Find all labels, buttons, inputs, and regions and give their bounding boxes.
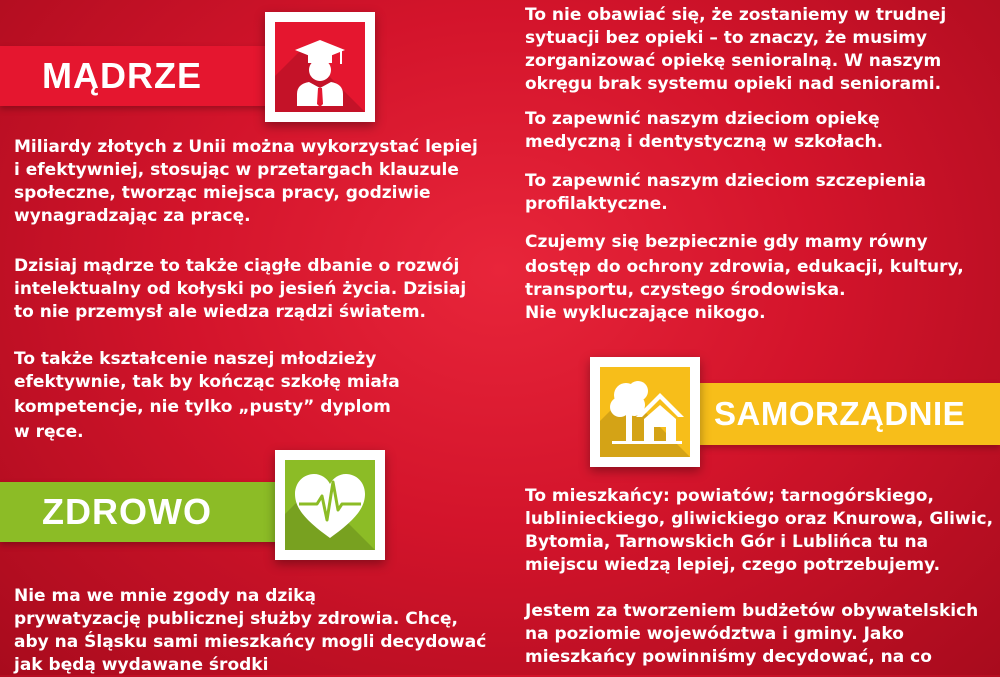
bezpiecznie-line: Czujemy się bezpiecznie gdy mamy równy <box>525 232 928 252</box>
samorzadnie-line: To mieszkańcy: powiatów; tarnogórskiego, <box>525 486 934 506</box>
madrze-line: efektywnie, tak by kończąc szkołę miała <box>14 372 400 392</box>
madrze-line: w ręce. <box>14 422 84 442</box>
zdrowo-line: aby na Śląsku sami mieszkańcy mogli decydować <box>14 632 487 652</box>
bezpiecznie-line: medyczną i dentystyczną w szkołach. <box>525 132 884 152</box>
madrze-banner <box>0 46 275 106</box>
bezpiecznie-line: To nie obawiać się, że zostaniemy w trudnej <box>525 5 947 25</box>
bezpiecznie-line: profilaktyczne. <box>525 194 668 214</box>
madrze-line: intelektualny od kołyski po jesień życia. Dzisiaj <box>14 279 467 299</box>
madrze-line: to nie przemysł ale wiedza rządzi światem. <box>14 302 426 322</box>
madrze-icon-box <box>265 12 375 122</box>
madrze-line: kompetencje, nie tylko „pusty” dyplom <box>14 397 391 417</box>
bezpiecznie-line: zorganizować opiekę senioralną. W naszym <box>525 51 942 71</box>
madrze-line: Dzisiaj mądrze to także ciągłe dbanie o rozwój <box>14 256 460 276</box>
zdrowo-title: ZDROWO <box>42 491 212 532</box>
samorzadnie-icon-box <box>590 357 700 467</box>
samorzadnie-line: na poziomie województwa i gminy. Jako <box>525 624 904 644</box>
madrze-line: i efektywniej, stosując w przetargach klauzule <box>14 160 459 180</box>
tree-house-icon <box>600 367 690 457</box>
samorzadnie-line: mieszkańcy powinniśmy decydować, na co <box>525 647 932 667</box>
samorzadnie-line: Bytomia, Tarnowskich Gór i Lublińca tu na <box>525 532 929 552</box>
zdrowo-line: jak będą wydawane środki <box>14 655 269 675</box>
madrze-line: Miliardy złotych z Unii można wykorzystać lepiej <box>14 137 478 157</box>
graduate-icon <box>275 22 365 112</box>
bezpiecznie-line: To zapewnić naszym dzieciom szczepienia <box>525 171 927 191</box>
madrze-line: To także kształcenie naszej młodzieży <box>14 349 377 369</box>
samorzadnie-banner <box>700 383 1000 445</box>
madrze-title: MĄDRZE <box>42 55 202 96</box>
zdrowo-icon-box <box>275 450 385 560</box>
bezpiecznie-line: transportu, czystego środowiska. <box>525 280 846 300</box>
madrze-line: społeczne, tworząc miejsca pracy, godziwie <box>14 183 431 203</box>
samorzadnie-line: Jestem za tworzeniem budżetów obywatelskich <box>525 601 979 621</box>
bezpiecznie-line: dostęp do ochrony zdrowia, edukacji, kultury, <box>525 257 964 277</box>
samorzadnie-title: SAMORZĄDNIE <box>714 395 966 432</box>
bezpiecznie-line: To zapewnić naszym dzieciom opiekę <box>525 109 880 129</box>
bezpiecznie-line: sytuacji bez opieki – to znaczy, że musimy <box>525 28 927 48</box>
zdrowo-line: Nie ma we mnie zgody na dziką <box>14 586 316 606</box>
bezpiecznie-line: Nie wykluczające nikogo. <box>525 303 766 323</box>
zdrowo-banner <box>0 482 285 542</box>
heart-pulse-icon <box>285 460 375 550</box>
bezpiecznie-line: okręgu brak systemu opieki nad seniorami. <box>525 74 942 94</box>
zdrowo-line: prywatyzację publicznej służby zdrowia. Chcę, <box>14 609 458 629</box>
madrze-line: wynagradzając za pracę. <box>14 206 251 226</box>
samorzadnie-line: lublinieckiego, gliwickiego oraz Knurowa, Gliwic, <box>525 509 994 529</box>
samorzadnie-line: miejscu wiedzą lepiej, czego potrzebujemy. <box>525 555 941 575</box>
